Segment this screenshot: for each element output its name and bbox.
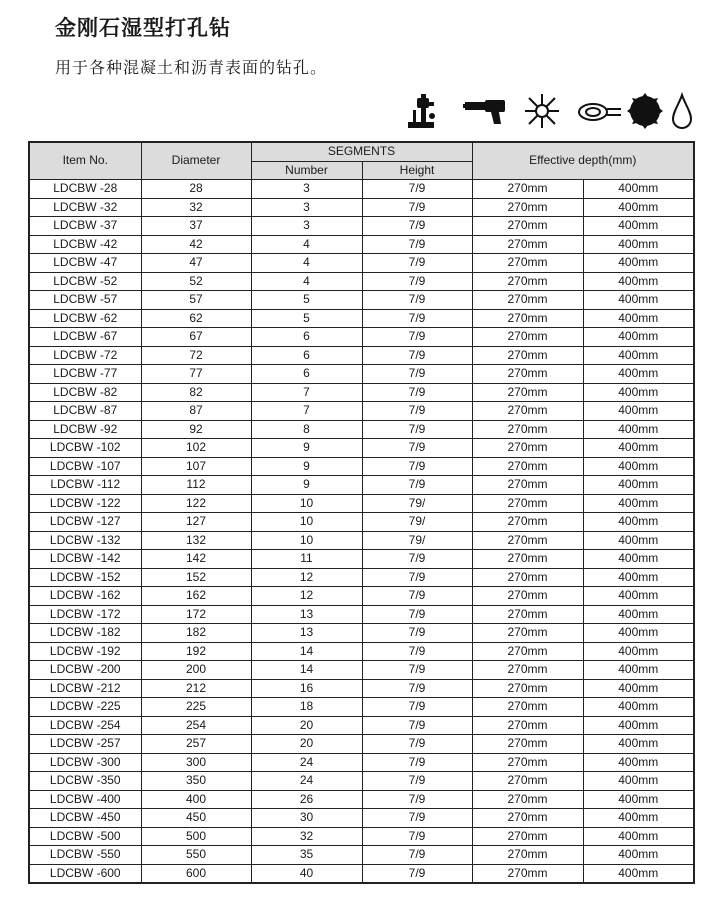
segment-height-cell: 7/9 [362, 624, 472, 643]
segment-height-cell: 79/ [362, 513, 472, 532]
item-no-cell: LDCBW -350 [29, 772, 141, 791]
table-row [29, 642, 694, 661]
diameter-cell: 200 [141, 661, 251, 680]
item-no-cell: LDCBW -67 [29, 328, 141, 347]
diameter-cell: 300 [141, 753, 251, 772]
depth-270-cell: 270mm [472, 198, 583, 217]
segment-number-cell: 6 [251, 365, 362, 384]
segment-number-cell: 3 [251, 217, 362, 236]
diameter-cell: 37 [141, 217, 251, 236]
segment-number-cell: 32 [251, 827, 362, 846]
diameter-cell: 350 [141, 772, 251, 791]
segment-height-cell: 7/9 [362, 735, 472, 754]
segment-height-cell: 7/9 [362, 420, 472, 439]
depth-270-cell: 270mm [472, 439, 583, 458]
segment-height-cell: 7/9 [362, 439, 472, 458]
item-no-cell: LDCBW -212 [29, 679, 141, 698]
diameter-cell: 132 [141, 531, 251, 550]
segment-height-cell: 7/9 [362, 402, 472, 421]
diameter-cell: 107 [141, 457, 251, 476]
diameter-cell: 500 [141, 827, 251, 846]
table-row [29, 328, 694, 347]
depth-270-cell: 270mm [472, 605, 583, 624]
table-row [29, 679, 694, 698]
header-item-no: Item No. [29, 142, 141, 180]
item-no-cell: LDCBW -28 [29, 180, 141, 199]
segment-number-cell: 10 [251, 513, 362, 532]
segment-height-cell: 7/9 [362, 642, 472, 661]
segment-height-cell: 7/9 [362, 679, 472, 698]
diameter-cell: 182 [141, 624, 251, 643]
segment-height-cell: 7/9 [362, 550, 472, 569]
depth-400-cell: 400mm [583, 605, 694, 624]
segment-number-cell: 5 [251, 291, 362, 310]
segment-number-cell: 7 [251, 383, 362, 402]
saw-blade-icon [627, 92, 663, 130]
segment-number-cell: 7 [251, 402, 362, 421]
item-no-cell: LDCBW -254 [29, 716, 141, 735]
table-row [29, 235, 694, 254]
depth-400-cell: 400mm [583, 735, 694, 754]
diameter-cell: 142 [141, 550, 251, 569]
water-drop-icon [671, 92, 693, 130]
diameter-cell: 62 [141, 309, 251, 328]
depth-270-cell: 270mm [472, 809, 583, 828]
depth-400-cell: 400mm [583, 309, 694, 328]
item-no-cell: LDCBW -57 [29, 291, 141, 310]
table-row [29, 735, 694, 754]
segment-height-cell: 7/9 [362, 346, 472, 365]
segment-height-cell: 7/9 [362, 753, 472, 772]
table-row [29, 272, 694, 291]
table-row [29, 587, 694, 606]
diameter-cell: 254 [141, 716, 251, 735]
depth-270-cell: 270mm [472, 827, 583, 846]
diameter-cell: 57 [141, 291, 251, 310]
segment-height-cell: 7/9 [362, 587, 472, 606]
segment-height-cell: 7/9 [362, 846, 472, 865]
depth-400-cell: 400mm [583, 550, 694, 569]
table-row [29, 568, 694, 587]
depth-270-cell: 270mm [472, 790, 583, 809]
table-row [29, 624, 694, 643]
segment-number-cell: 14 [251, 661, 362, 680]
depth-270-cell: 270mm [472, 476, 583, 495]
depth-270-cell: 270mm [472, 624, 583, 643]
table-row [29, 346, 694, 365]
depth-270-cell: 270mm [472, 365, 583, 384]
depth-400-cell: 400mm [583, 402, 694, 421]
item-no-cell: LDCBW -87 [29, 402, 141, 421]
segment-height-cell: 7/9 [362, 772, 472, 791]
table-row [29, 439, 694, 458]
diameter-cell: 212 [141, 679, 251, 698]
item-no-cell: LDCBW -47 [29, 254, 141, 273]
depth-400-cell: 400mm [583, 531, 694, 550]
segment-number-cell: 9 [251, 457, 362, 476]
item-no-cell: LDCBW -500 [29, 827, 141, 846]
segment-number-cell: 9 [251, 439, 362, 458]
segment-number-cell: 20 [251, 716, 362, 735]
depth-400-cell: 400mm [583, 624, 694, 643]
table-row [29, 420, 694, 439]
diameter-cell: 47 [141, 254, 251, 273]
segment-height-cell: 7/9 [362, 457, 472, 476]
segment-height-cell: 7/9 [362, 716, 472, 735]
depth-270-cell: 270mm [472, 735, 583, 754]
table-row [29, 716, 694, 735]
table-row [29, 513, 694, 532]
depth-400-cell: 400mm [583, 587, 694, 606]
drill-gun-icon [463, 92, 509, 130]
depth-400-cell: 400mm [583, 346, 694, 365]
diameter-cell: 82 [141, 383, 251, 402]
item-no-cell: LDCBW -400 [29, 790, 141, 809]
item-no-cell: LDCBW -132 [29, 531, 141, 550]
segment-number-cell: 4 [251, 272, 362, 291]
depth-400-cell: 400mm [583, 753, 694, 772]
segment-height-cell: 7/9 [362, 568, 472, 587]
segment-number-cell: 40 [251, 864, 362, 883]
table-body [29, 180, 694, 884]
segment-height-cell: 7/9 [362, 198, 472, 217]
depth-400-cell: 400mm [583, 568, 694, 587]
depth-270-cell: 270mm [472, 254, 583, 273]
segment-number-cell: 35 [251, 846, 362, 865]
depth-400-cell: 400mm [583, 827, 694, 846]
segment-height-cell: 7/9 [362, 809, 472, 828]
drill-stand-icon [405, 92, 441, 130]
table-row [29, 753, 694, 772]
table-row [29, 605, 694, 624]
depth-270-cell: 270mm [472, 864, 583, 883]
diameter-cell: 77 [141, 365, 251, 384]
depth-400-cell: 400mm [583, 291, 694, 310]
depth-400-cell: 400mm [583, 420, 694, 439]
water-cooling-icon [577, 92, 623, 130]
diameter-cell: 32 [141, 198, 251, 217]
depth-270-cell: 270mm [472, 679, 583, 698]
table-row [29, 457, 694, 476]
depth-270-cell: 270mm [472, 772, 583, 791]
depth-400-cell: 400mm [583, 383, 694, 402]
item-no-cell: LDCBW -102 [29, 439, 141, 458]
depth-270-cell: 270mm [472, 513, 583, 532]
segment-height-cell: 7/9 [362, 698, 472, 717]
depth-400-cell: 400mm [583, 846, 694, 865]
segment-height-cell: 7/9 [362, 476, 472, 495]
item-no-cell: LDCBW -32 [29, 198, 141, 217]
depth-400-cell: 400mm [583, 679, 694, 698]
segment-height-cell: 7/9 [362, 217, 472, 236]
segment-height-cell: 7/9 [362, 790, 472, 809]
segment-number-cell: 6 [251, 346, 362, 365]
item-no-cell: LDCBW -142 [29, 550, 141, 569]
diameter-cell: 52 [141, 272, 251, 291]
spark-burst-icon [523, 92, 561, 130]
table-row [29, 365, 694, 384]
segment-height-cell: 7/9 [362, 661, 472, 680]
item-no-cell: LDCBW -112 [29, 476, 141, 495]
diameter-cell: 400 [141, 790, 251, 809]
item-no-cell: LDCBW -92 [29, 420, 141, 439]
diameter-cell: 162 [141, 587, 251, 606]
item-no-cell: LDCBW -600 [29, 864, 141, 883]
diameter-cell: 257 [141, 735, 251, 754]
diameter-cell: 127 [141, 513, 251, 532]
depth-270-cell: 270mm [472, 217, 583, 236]
diameter-cell: 600 [141, 864, 251, 883]
diameter-cell: 87 [141, 402, 251, 421]
segment-number-cell: 30 [251, 809, 362, 828]
table-row [29, 531, 694, 550]
depth-400-cell: 400mm [583, 272, 694, 291]
segment-number-cell: 26 [251, 790, 362, 809]
depth-400-cell: 400mm [583, 328, 694, 347]
item-no-cell: LDCBW -42 [29, 235, 141, 254]
item-no-cell: LDCBW -72 [29, 346, 141, 365]
depth-400-cell: 400mm [583, 772, 694, 791]
depth-270-cell: 270mm [472, 309, 583, 328]
depth-400-cell: 400mm [583, 790, 694, 809]
segment-height-cell: 7/9 [362, 365, 472, 384]
spec-table [28, 141, 695, 884]
segment-height-cell: 7/9 [362, 272, 472, 291]
header-diameter: Diameter [141, 142, 251, 180]
item-no-cell: LDCBW -107 [29, 457, 141, 476]
diameter-cell: 112 [141, 476, 251, 495]
segment-height-cell: 7/9 [362, 383, 472, 402]
item-no-cell: LDCBW -62 [29, 309, 141, 328]
table-row [29, 661, 694, 680]
depth-270-cell: 270mm [472, 846, 583, 865]
item-no-cell: LDCBW -82 [29, 383, 141, 402]
item-no-cell: LDCBW -182 [29, 624, 141, 643]
segment-number-cell: 5 [251, 309, 362, 328]
depth-270-cell: 270mm [472, 642, 583, 661]
depth-400-cell: 400mm [583, 864, 694, 883]
item-no-cell: LDCBW -450 [29, 809, 141, 828]
segment-number-cell: 4 [251, 235, 362, 254]
depth-400-cell: 400mm [583, 254, 694, 273]
depth-400-cell: 400mm [583, 198, 694, 217]
segment-height-cell: 7/9 [362, 254, 472, 273]
depth-400-cell: 400mm [583, 235, 694, 254]
item-no-cell: LDCBW -37 [29, 217, 141, 236]
table-row [29, 291, 694, 310]
table-row [29, 827, 694, 846]
depth-270-cell: 270mm [472, 661, 583, 680]
segment-number-cell: 13 [251, 624, 362, 643]
table-row [29, 383, 694, 402]
segment-height-cell: 7/9 [362, 180, 472, 199]
segment-height-cell: 7/9 [362, 291, 472, 310]
segment-height-cell: 79/ [362, 494, 472, 513]
depth-400-cell: 400mm [583, 457, 694, 476]
item-no-cell: LDCBW -257 [29, 735, 141, 754]
depth-400-cell: 400mm [583, 698, 694, 717]
diameter-cell: 28 [141, 180, 251, 199]
table-row [29, 254, 694, 273]
depth-400-cell: 400mm [583, 439, 694, 458]
segment-number-cell: 3 [251, 198, 362, 217]
table-row [29, 217, 694, 236]
segment-number-cell: 14 [251, 642, 362, 661]
segment-number-cell: 4 [251, 254, 362, 273]
segment-number-cell: 18 [251, 698, 362, 717]
segment-number-cell: 10 [251, 531, 362, 550]
page-title: 金刚石湿型打孔钻 [55, 16, 231, 40]
item-no-cell: LDCBW -52 [29, 272, 141, 291]
table-row [29, 476, 694, 495]
header-height: Height [362, 161, 472, 180]
diameter-cell: 102 [141, 439, 251, 458]
item-no-cell: LDCBW -200 [29, 661, 141, 680]
diameter-cell: 122 [141, 494, 251, 513]
depth-270-cell: 270mm [472, 587, 583, 606]
segment-number-cell: 11 [251, 550, 362, 569]
table-row [29, 864, 694, 883]
depth-270-cell: 270mm [472, 383, 583, 402]
depth-270-cell: 270mm [472, 180, 583, 199]
table-row [29, 494, 694, 513]
depth-270-cell: 270mm [472, 457, 583, 476]
segment-height-cell: 7/9 [362, 605, 472, 624]
page-subtitle: 用于各种混凝土和沥青表面的钻孔。 [55, 58, 328, 77]
depth-270-cell: 270mm [472, 402, 583, 421]
segment-number-cell: 20 [251, 735, 362, 754]
depth-400-cell: 400mm [583, 476, 694, 495]
table-row [29, 180, 694, 199]
table-row [29, 846, 694, 865]
segment-height-cell: 7/9 [362, 864, 472, 883]
depth-400-cell: 400mm [583, 365, 694, 384]
depth-270-cell: 270mm [472, 346, 583, 365]
depth-400-cell: 400mm [583, 494, 694, 513]
item-no-cell: LDCBW -300 [29, 753, 141, 772]
table-row [29, 309, 694, 328]
item-no-cell: LDCBW -225 [29, 698, 141, 717]
item-no-cell: LDCBW -152 [29, 568, 141, 587]
segment-number-cell: 8 [251, 420, 362, 439]
depth-400-cell: 400mm [583, 180, 694, 199]
segment-height-cell: 7/9 [362, 827, 472, 846]
application-icons [405, 92, 695, 132]
segment-number-cell: 12 [251, 568, 362, 587]
depth-400-cell: 400mm [583, 809, 694, 828]
depth-270-cell: 270mm [472, 291, 583, 310]
depth-400-cell: 400mm [583, 513, 694, 532]
item-no-cell: LDCBW -550 [29, 846, 141, 865]
segment-number-cell: 6 [251, 328, 362, 347]
diameter-cell: 92 [141, 420, 251, 439]
diameter-cell: 42 [141, 235, 251, 254]
segment-number-cell: 3 [251, 180, 362, 199]
diameter-cell: 72 [141, 346, 251, 365]
depth-270-cell: 270mm [472, 716, 583, 735]
depth-270-cell: 270mm [472, 328, 583, 347]
table-row [29, 550, 694, 569]
segment-height-cell: 79/ [362, 531, 472, 550]
depth-270-cell: 270mm [472, 531, 583, 550]
segment-height-cell: 7/9 [362, 328, 472, 347]
item-no-cell: LDCBW -172 [29, 605, 141, 624]
item-no-cell: LDCBW -122 [29, 494, 141, 513]
diameter-cell: 225 [141, 698, 251, 717]
depth-270-cell: 270mm [472, 235, 583, 254]
table-row [29, 402, 694, 421]
table-row [29, 790, 694, 809]
segment-number-cell: 10 [251, 494, 362, 513]
item-no-cell: LDCBW -127 [29, 513, 141, 532]
diameter-cell: 67 [141, 328, 251, 347]
diameter-cell: 450 [141, 809, 251, 828]
diameter-cell: 152 [141, 568, 251, 587]
segment-number-cell: 9 [251, 476, 362, 495]
table-row [29, 198, 694, 217]
depth-400-cell: 400mm [583, 217, 694, 236]
item-no-cell: LDCBW -77 [29, 365, 141, 384]
segment-number-cell: 12 [251, 587, 362, 606]
depth-270-cell: 270mm [472, 568, 583, 587]
segment-number-cell: 24 [251, 753, 362, 772]
depth-400-cell: 400mm [583, 642, 694, 661]
depth-270-cell: 270mm [472, 420, 583, 439]
segment-number-cell: 24 [251, 772, 362, 791]
depth-270-cell: 270mm [472, 753, 583, 772]
segment-number-cell: 16 [251, 679, 362, 698]
header-number: Number [251, 161, 362, 180]
diameter-cell: 172 [141, 605, 251, 624]
diameter-cell: 550 [141, 846, 251, 865]
depth-400-cell: 400mm [583, 661, 694, 680]
table-row [29, 698, 694, 717]
header-effective-depth: Effective depth(mm) [472, 142, 694, 180]
segment-number-cell: 13 [251, 605, 362, 624]
depth-270-cell: 270mm [472, 550, 583, 569]
item-no-cell: LDCBW -192 [29, 642, 141, 661]
segment-height-cell: 7/9 [362, 309, 472, 328]
item-no-cell: LDCBW -162 [29, 587, 141, 606]
diameter-cell: 192 [141, 642, 251, 661]
depth-270-cell: 270mm [472, 698, 583, 717]
depth-270-cell: 270mm [472, 272, 583, 291]
header-segments: SEGMENTS [251, 142, 472, 161]
depth-270-cell: 270mm [472, 494, 583, 513]
table-row [29, 809, 694, 828]
table-row [29, 772, 694, 791]
depth-400-cell: 400mm [583, 716, 694, 735]
segment-height-cell: 7/9 [362, 235, 472, 254]
